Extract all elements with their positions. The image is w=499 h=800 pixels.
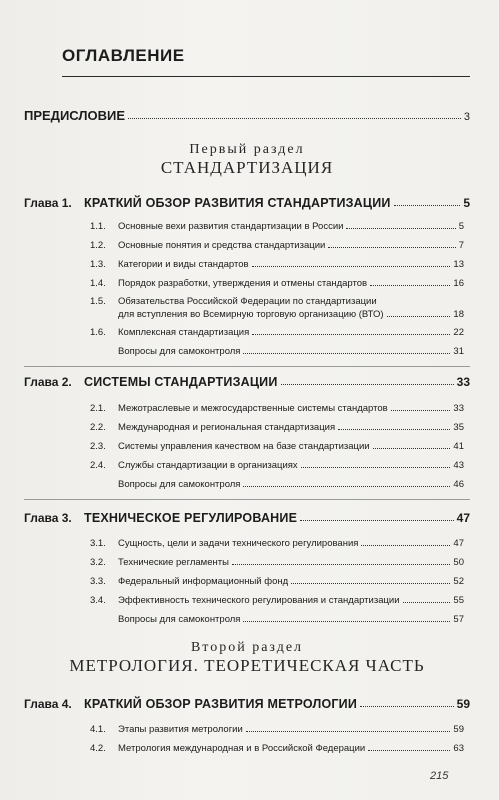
section-number: 3.3.	[90, 576, 106, 587]
section-entry	[90, 743, 464, 755]
toc-title: ОГЛАВЛЕНИЕ	[62, 46, 185, 65]
section-page: 16	[453, 278, 464, 289]
part-2-label: Второй раздел	[190, 640, 304, 655]
section-page: 52	[453, 576, 464, 587]
section-number: 3.2.	[90, 557, 106, 568]
dot-leader	[252, 266, 451, 267]
section-page: 22	[453, 327, 464, 338]
section-entry	[90, 557, 464, 569]
dot-leader	[252, 334, 450, 335]
dot-leader	[370, 285, 450, 286]
section-title: Этапы развития метрологии	[118, 724, 243, 735]
preface-entry	[24, 108, 470, 123]
section-page: 13	[453, 259, 464, 270]
chapter-page: 47	[456, 511, 470, 525]
section-page: 5	[458, 221, 464, 232]
section-number: 2.3.	[90, 441, 106, 452]
part-1-label: Первый раздел	[189, 142, 305, 157]
section-entry	[90, 403, 464, 415]
part-heading-2	[24, 640, 470, 675]
section-title	[118, 296, 377, 308]
dot-leader	[361, 545, 450, 546]
section-number: 1.3.	[90, 259, 106, 270]
section-title: Основные вехи развития стандартизации в России	[118, 221, 344, 232]
section-entry	[90, 240, 464, 252]
part-heading-1	[24, 142, 470, 177]
section-entry	[90, 576, 464, 588]
chapter-page: 33	[456, 375, 470, 389]
section-title: Технические регламенты	[118, 557, 229, 568]
section-title-line-2: для вступления во Всемирную торговую организацию (ВТО)	[118, 309, 384, 320]
dot-leader	[246, 731, 451, 732]
chapter-title: КРАТКИЙ ОБЗОР РАЗВИТИЯ СТАНДАРТИЗАЦИИ	[84, 196, 391, 210]
section-number: 1.2.	[90, 240, 106, 251]
section-number: 2.1.	[90, 403, 106, 414]
dot-leader	[232, 564, 451, 565]
section-number: 2.4.	[90, 460, 106, 471]
section-entry	[90, 278, 464, 290]
section-title: Сущность, цели и задачи технического регулирования	[118, 538, 359, 549]
preface-label: ПРЕДИСЛОВИЕ	[24, 108, 125, 123]
section-number: 2.2.	[90, 422, 106, 433]
section-page: 63	[453, 743, 464, 754]
dot-leader	[338, 429, 450, 430]
chapter-number: Глава 2.	[24, 375, 72, 389]
chapter-separator	[24, 366, 470, 367]
section-page: 35	[453, 422, 464, 433]
chapter-3-entry	[24, 511, 470, 525]
dot-leader	[368, 750, 450, 751]
section-number: 1.1.	[90, 221, 106, 232]
section-page: 41	[453, 441, 464, 452]
section-title: Вопросы для самоконтроля	[118, 346, 241, 357]
chapter-2-entry	[24, 375, 470, 389]
dot-leader	[291, 583, 450, 584]
chapter-1-entry	[24, 196, 470, 210]
chapter-title: КРАТКИЙ ОБЗОР РАЗВИТИЯ МЕТРОЛОГИИ	[84, 697, 358, 711]
section-page: 47	[453, 538, 464, 549]
section-title: Службы стандартизации в организациях	[118, 460, 298, 471]
chapter-separator	[24, 499, 470, 500]
section-entry	[118, 479, 464, 491]
section-number: 1.4.	[90, 278, 106, 289]
section-number: 4.1.	[90, 724, 106, 735]
dot-leader	[300, 520, 454, 521]
section-entry	[90, 460, 464, 472]
part-1-title: СТАНДАРТИЗАЦИЯ	[160, 158, 334, 177]
part-2-title: МЕТРОЛОГИЯ. ТЕОРЕТИЧЕСКАЯ ЧАСТЬ	[69, 656, 425, 675]
section-title: Вопросы для самоконтроля	[118, 479, 241, 490]
section-entry	[90, 327, 464, 339]
dot-leader	[403, 602, 451, 603]
section-entry	[90, 221, 464, 233]
section-number: 1.6.	[90, 327, 106, 338]
section-title: Международная и региональная стандартизация	[118, 422, 336, 433]
section-page: 50	[453, 557, 464, 568]
dot-leader	[346, 228, 455, 229]
section-title: Федеральный информационный фонд	[118, 576, 289, 587]
chapter-title: СИСТЕМЫ СТАНДАРТИЗАЦИИ	[84, 375, 278, 389]
dot-leader	[243, 621, 450, 622]
section-title: Комплексная стандартизация	[118, 327, 250, 338]
title-rule	[62, 76, 470, 77]
section-entry-continued	[118, 309, 464, 321]
dot-leader	[243, 353, 450, 354]
section-title: Системы управления качеством на базе стандартизации	[118, 441, 370, 452]
chapter-number: Глава 3.	[24, 511, 72, 525]
dot-leader	[281, 384, 454, 385]
section-entry	[90, 296, 464, 308]
chapter-page: 59	[456, 697, 470, 711]
section-title: Эффективность технического регулирования и стандартизации	[118, 595, 400, 606]
chapter-number: Глава 4.	[24, 697, 72, 711]
dot-leader	[391, 410, 451, 411]
dot-leader	[394, 205, 461, 206]
section-number: 4.2.	[90, 743, 106, 754]
section-page: 57	[453, 614, 464, 625]
section-title: Вопросы для самоконтроля	[118, 614, 241, 625]
section-page: 18	[453, 309, 464, 320]
section-page: 59	[453, 724, 464, 735]
section-page: 31	[453, 346, 464, 357]
section-entry	[118, 614, 464, 626]
section-page: 55	[453, 595, 464, 606]
section-entry	[90, 724, 464, 736]
chapter-4-entry	[24, 697, 470, 711]
chapter-number: Глава 1.	[24, 196, 72, 210]
dot-leader	[360, 706, 454, 707]
section-page: 43	[453, 460, 464, 471]
page-number: 215	[430, 770, 449, 782]
section-page: 33	[453, 403, 464, 414]
section-entry	[90, 538, 464, 550]
section-title: Метрология международная и в Российской Федерации	[118, 743, 366, 754]
section-entry	[90, 595, 464, 607]
dot-leader	[243, 486, 450, 487]
section-entry	[118, 346, 464, 358]
dot-leader	[387, 316, 451, 317]
preface-page: 3	[463, 111, 470, 123]
section-entry	[90, 441, 464, 453]
section-number: 1.5.	[90, 296, 106, 307]
section-page: 46	[453, 479, 464, 490]
section-number: 3.4.	[90, 595, 106, 606]
dot-leader	[373, 448, 451, 449]
section-title: Основные понятия и средства стандартизации	[118, 240, 326, 251]
section-title: Межотраслевые и межгосударственные системы стандартов	[118, 403, 388, 414]
chapter-page: 5	[463, 196, 470, 210]
chapter-title: ТЕХНИЧЕСКОЕ РЕГУЛИРОВАНИЕ	[84, 511, 298, 525]
section-number: 3.1.	[90, 538, 106, 549]
dot-leader	[328, 247, 455, 248]
section-title: Категории и виды стандартов	[118, 259, 249, 270]
section-page: 7	[458, 240, 464, 251]
section-entry	[90, 259, 464, 271]
section-title-line-1: Обязательства Российской Федерации по стандартизации	[118, 296, 377, 307]
section-entry	[90, 422, 464, 434]
dot-leader	[128, 118, 461, 119]
section-title: Порядок разработки, утверждения и отмены стандартов	[118, 278, 368, 289]
dot-leader	[301, 467, 451, 468]
